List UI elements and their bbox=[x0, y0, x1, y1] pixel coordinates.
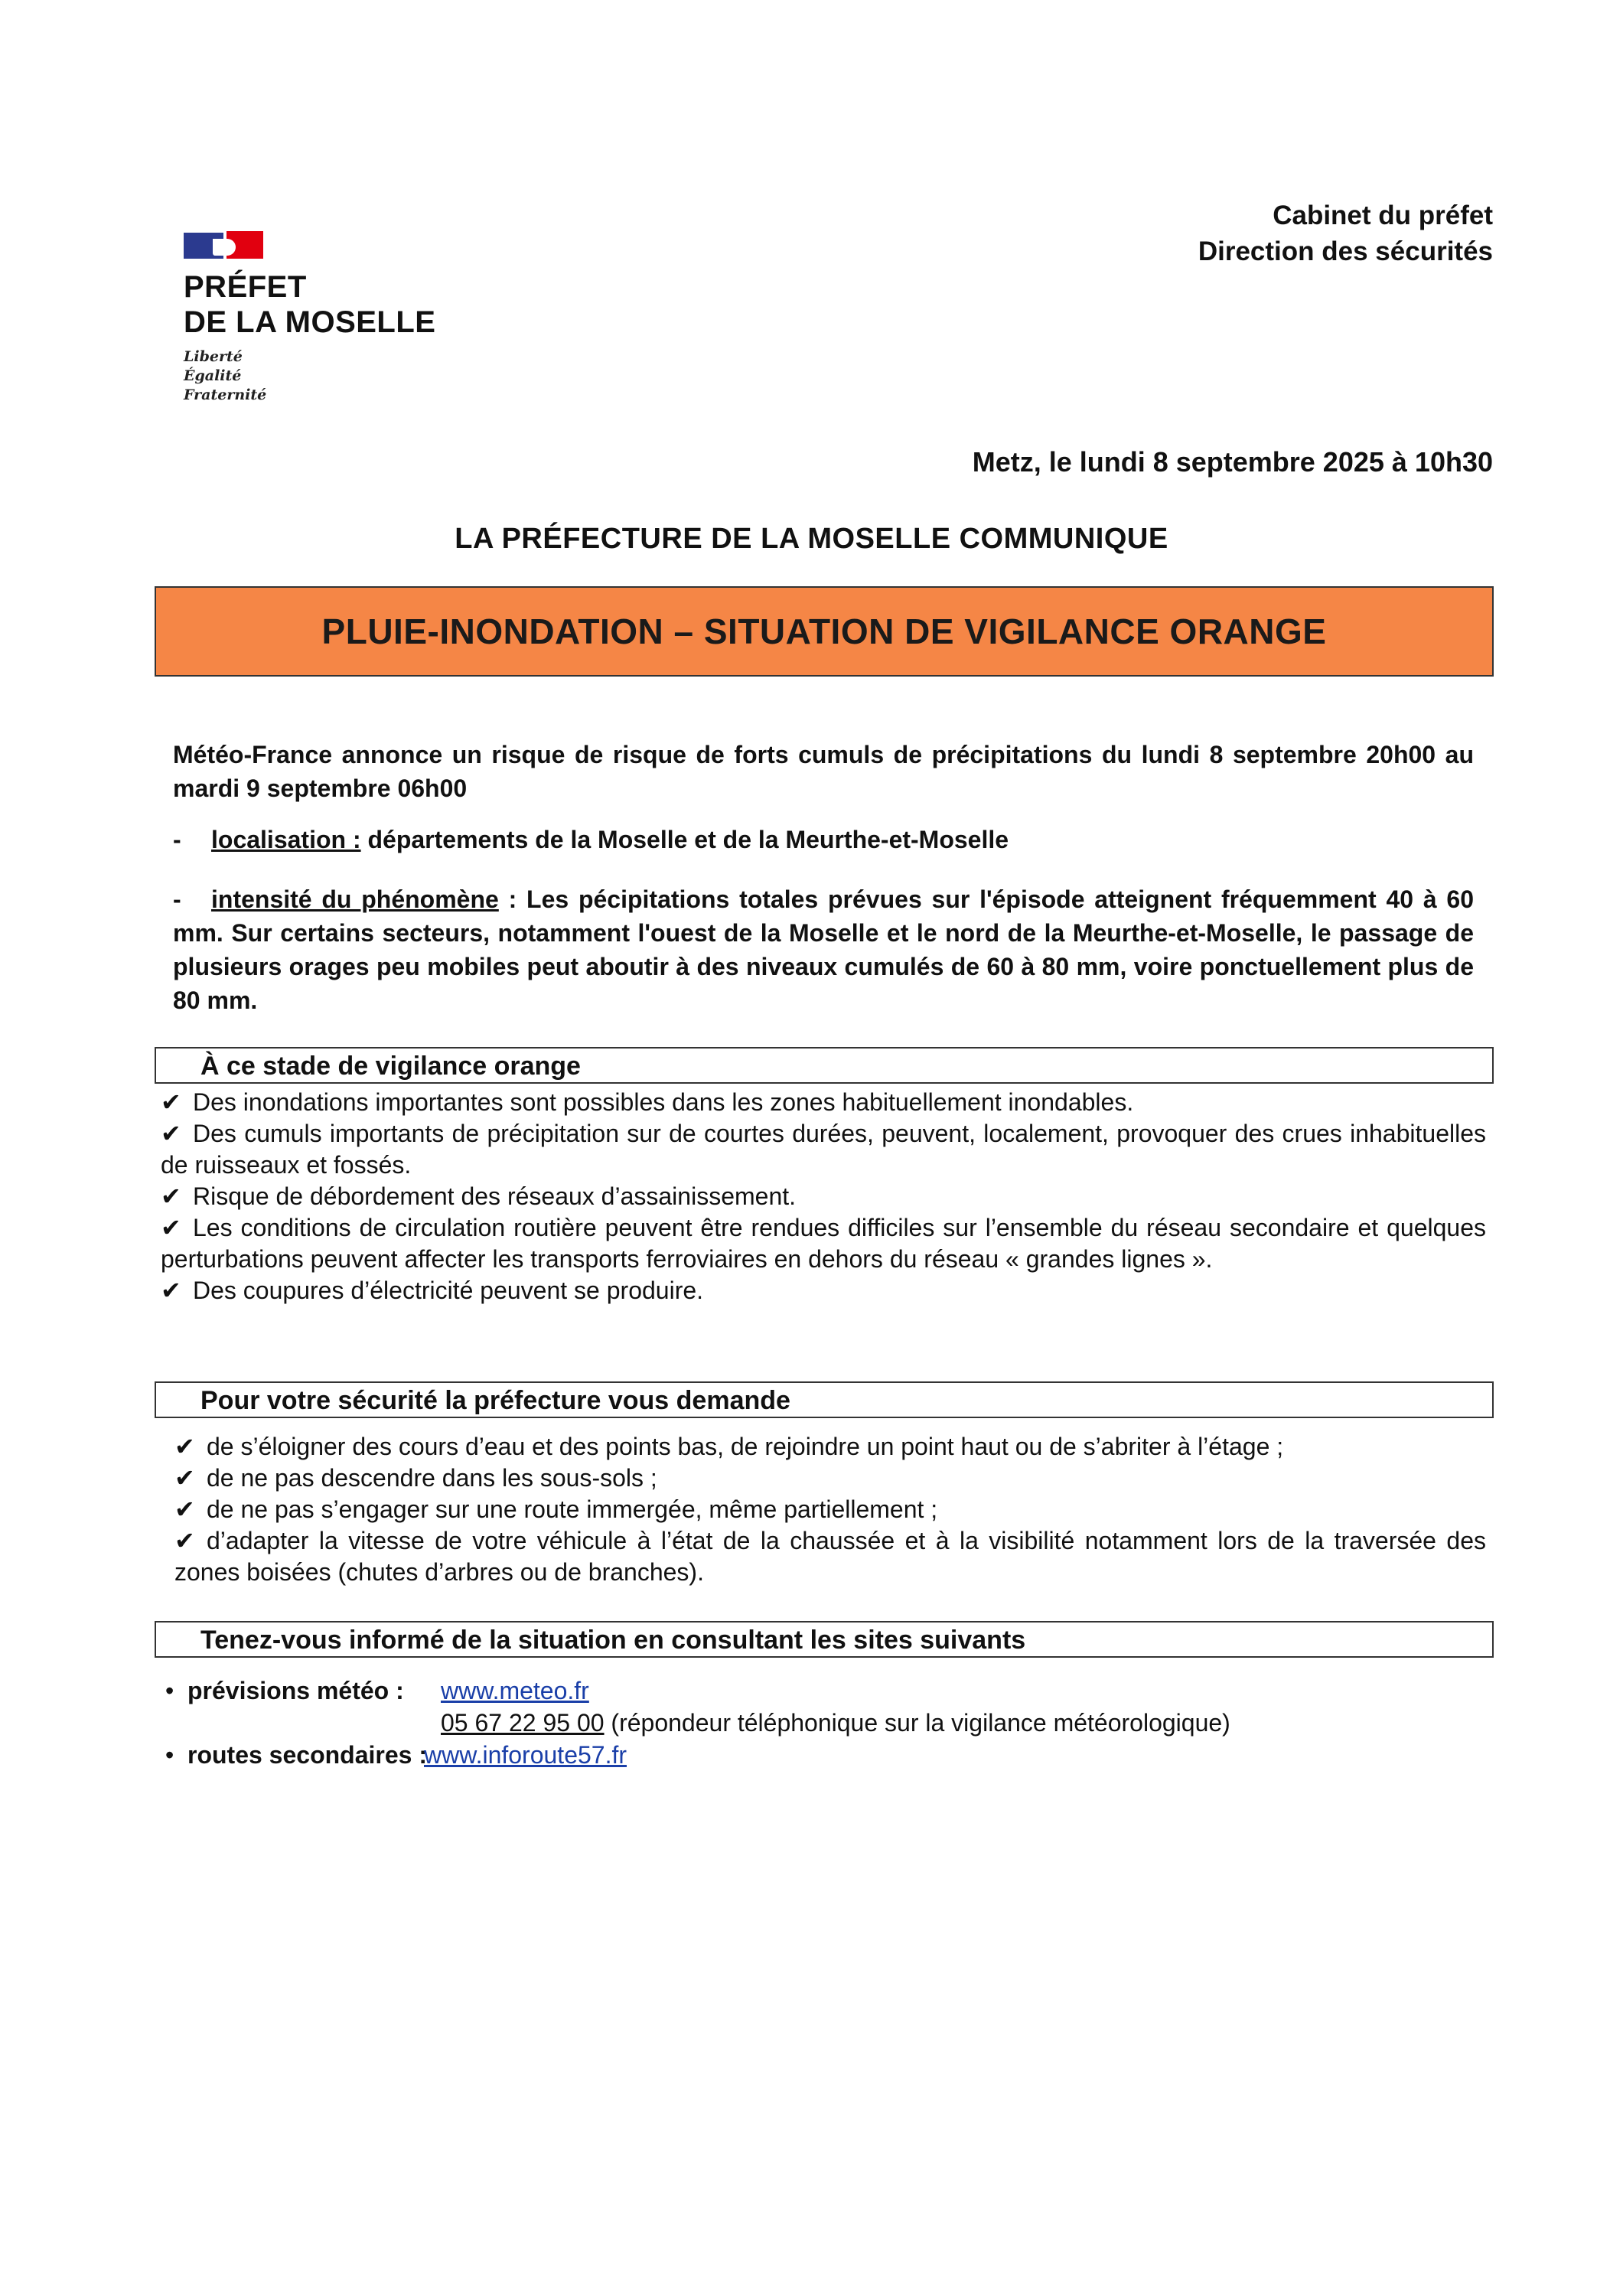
list-item: ✔ de ne pas s’engager sur une route immergée, même partiellement ; bbox=[174, 1494, 1486, 1525]
section-title-securite: Pour votre sécurité la préfecture vous demande bbox=[200, 1386, 790, 1415]
bullet-dot: • bbox=[165, 1741, 187, 1769]
direction-line: Direction des sécurités bbox=[1198, 236, 1493, 266]
meteo-phone-row bbox=[165, 1707, 1466, 1739]
routes-row bbox=[165, 1739, 1466, 1771]
issuing-office bbox=[1198, 197, 1493, 269]
dash-bullet: - bbox=[173, 885, 181, 913]
section-header-vigilance bbox=[155, 1047, 1494, 1084]
logo-title-line1: PRÉFET bbox=[184, 270, 307, 304]
list-item: ✔ de ne pas descendre dans les sous-sols ; bbox=[174, 1463, 1486, 1494]
vigilance-list bbox=[161, 1087, 1486, 1306]
check-icon: ✔ bbox=[174, 1433, 195, 1460]
motto-fraternite: Fraternité bbox=[184, 386, 267, 403]
localisation-value: départements de la Moselle et de la Meurthe-et-Moselle bbox=[360, 826, 1009, 853]
meteo-phone-note: (répondeur téléphonique sur la vigilance météorologique) bbox=[604, 1709, 1230, 1737]
dateline: Metz, le lundi 8 septembre 2025 à 10h30 bbox=[972, 446, 1493, 478]
securite-list bbox=[174, 1431, 1486, 1588]
cabinet-line: Cabinet du préfet bbox=[1273, 201, 1493, 230]
meteo-row bbox=[165, 1675, 1466, 1707]
routes-label: routes secondaires : bbox=[187, 1741, 427, 1769]
motto-egalite: Égalité bbox=[184, 367, 242, 384]
info-links bbox=[165, 1675, 1466, 1771]
check-icon: ✔ bbox=[174, 1527, 195, 1554]
section-title-vigilance: À ce stade de vigilance orange bbox=[200, 1052, 581, 1081]
republic-motto bbox=[184, 347, 459, 405]
check-icon: ✔ bbox=[161, 1277, 181, 1304]
check-icon: ✔ bbox=[174, 1464, 195, 1492]
bullet-dot: • bbox=[165, 1677, 187, 1704]
localisation-line bbox=[173, 823, 1474, 856]
meteo-link[interactable]: www.meteo.fr bbox=[441, 1677, 589, 1704]
marianne-flag-icon bbox=[184, 228, 263, 259]
list-item: ✔ Risque de débordement des réseaux d’assainissement. bbox=[161, 1181, 1486, 1212]
meteo-phone-link[interactable]: 05 67 22 95 00 bbox=[441, 1709, 605, 1737]
meteo-label: prévisions météo : bbox=[187, 1677, 404, 1704]
intro-paragraph: Météo-France annonce un risque de risque de forts cumuls de précipitations du lundi 8 septembre 20h00 au mardi 9 septembre 06h00 bbox=[173, 741, 1474, 802]
logo-title bbox=[184, 269, 459, 340]
section-title-info: Tenez-vous informé de la situation en consultant les sites suivants bbox=[200, 1626, 1026, 1655]
intensite-line bbox=[173, 882, 1474, 1017]
vigilance-banner bbox=[155, 586, 1494, 677]
communique-heading: LA PRÉFECTURE DE LA MOSELLE COMMUNIQUE bbox=[455, 523, 1168, 555]
section-header-securite bbox=[155, 1381, 1494, 1418]
check-icon: ✔ bbox=[161, 1214, 181, 1241]
check-icon: ✔ bbox=[161, 1088, 181, 1116]
logo-title-line2: DE LA MOSELLE bbox=[184, 305, 436, 339]
routes-link[interactable]: www.inforoute57.fr bbox=[424, 1741, 627, 1769]
section-header-info bbox=[155, 1621, 1494, 1658]
localisation-key: localisation : bbox=[211, 826, 361, 853]
list-item: ✔ Des inondations importantes sont possibles dans les zones habituellement inondables. bbox=[161, 1087, 1486, 1118]
prefecture-logo bbox=[184, 228, 459, 405]
list-item: ✔ Des cumuls importants de précipitation sur de courtes durées, peuvent, localement, provoquer des crues inhabituelles de ruisseaux et fossés. bbox=[161, 1120, 1486, 1179]
list-item: ✔ Les conditions de circulation routière peuvent être rendues difficiles sur l’ensemble du réseau secondaire et quelques perturbations peuvent affecter les transports ferroviaires en dehors du réseau « grandes lignes ». bbox=[161, 1214, 1486, 1273]
check-icon: ✔ bbox=[161, 1182, 181, 1210]
list-item: ✔ d’adapter la vitesse de votre véhicule à l’état de la chaussée et à la visibilité notamment lors de la traversée des zones boisées (chutes d’arbres ou de branches). bbox=[174, 1527, 1486, 1586]
list-item: ✔ Des coupures d’électricité peuvent se produire. bbox=[161, 1275, 1486, 1306]
motto-liberte: Liberté bbox=[184, 348, 243, 365]
intensite-value: : Les pécipitations totales prévues sur l'épisode atteignent fréquemment 40 à 60 mm. Sur certains secteurs, notamment l'ouest de la Moselle et le nord de la Meurthe-et-Moselle, le passage de plusieurs orages peu mobiles peut aboutir à des niveaux cumulés de 60 à 80 mm, voire ponctuellement plus de 80 mm. bbox=[173, 885, 1475, 1014]
banner-title: PLUIE-INONDATION – SITUATION DE VIGILANCE ORANGE bbox=[321, 612, 1327, 651]
check-icon: ✔ bbox=[161, 1120, 181, 1147]
dash-bullet: - bbox=[173, 826, 181, 853]
check-icon: ✔ bbox=[174, 1495, 195, 1523]
intensite-key: intensité du phénomène bbox=[211, 885, 499, 913]
list-item: ✔ de s’éloigner des cours d’eau et des points bas, de rejoindre un point haut ou de s’abriter à l’étage ; bbox=[174, 1431, 1486, 1463]
